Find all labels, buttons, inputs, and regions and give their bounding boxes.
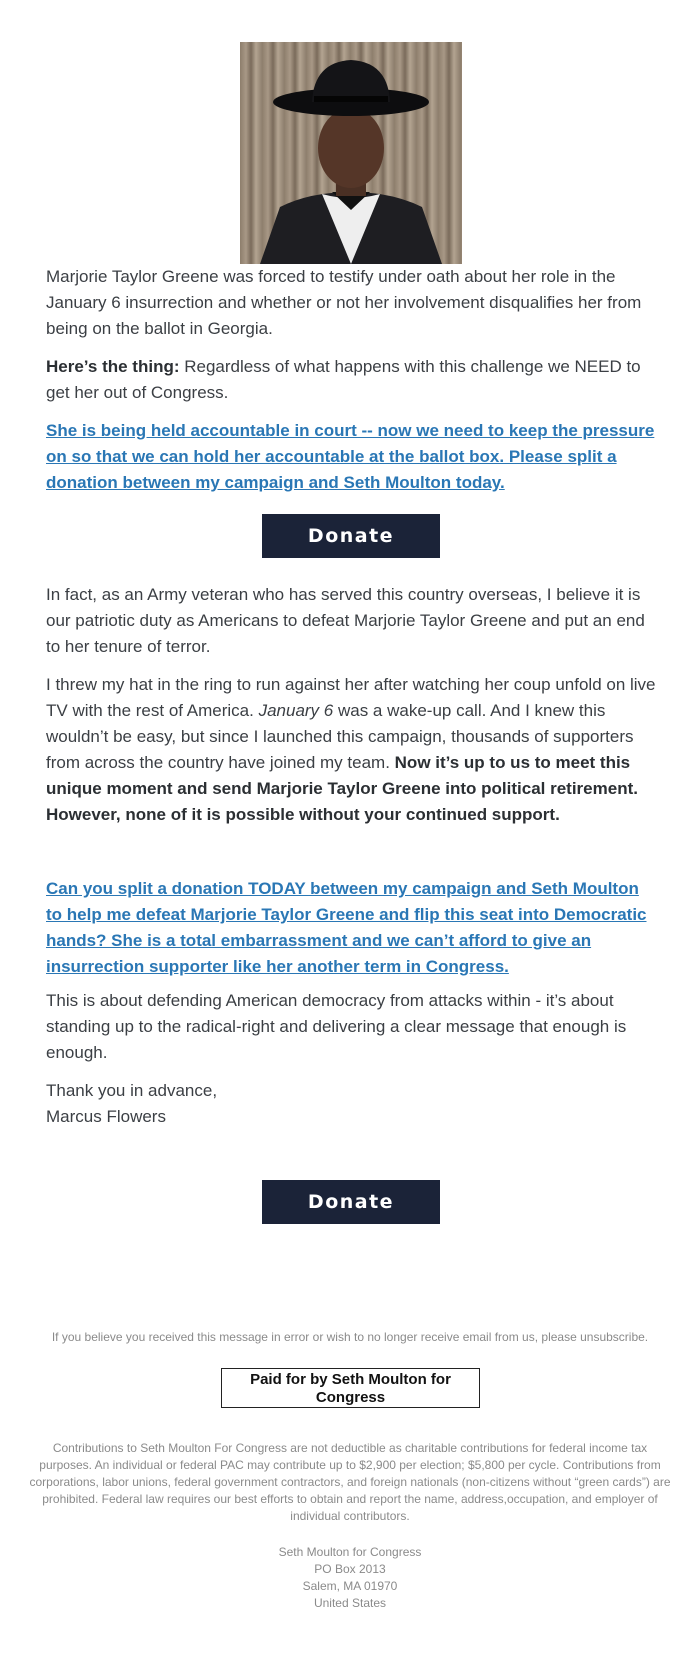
paragraph-veteran <box>46 582 656 660</box>
paragraph-story <box>46 672 656 828</box>
paid-for-disclaimer: Paid for by Seth Moulton for Congress <box>221 1368 480 1408</box>
paragraph-text: was a wake-up call. And I knew this wouldn’t be easy, but since I launched this campaign, thousands of supporters from across the country have joined my team. <box>46 701 634 772</box>
donation-link-2 <box>46 876 656 980</box>
donation-link-1 <box>46 418 656 496</box>
address-city: Salem, MA 01970 <box>302 1579 398 1593</box>
bold-text: Now it’s up to us to meet this unique moment and send Marjorie Taylor Greene into political retirement. However, none of it is possible without your continued support. <box>46 753 638 824</box>
signoff-line: Thank you in advance, <box>46 1081 218 1100</box>
donate-button[interactable]: Donate <box>262 514 440 558</box>
paragraph-democracy <box>46 988 656 1066</box>
italic-text: January 6 <box>258 701 334 720</box>
bold-lead: Here’s the thing: <box>46 357 180 376</box>
signoff <box>46 1078 656 1130</box>
donate-link[interactable]: Can you split a donation TODAY between my campaign and Seth Moulton to help me defeat Marjorie Taylor Greene and flip this seat into Democratic hands? She is a total embarrassment and we can’t afford to give an insurrection supporter like her another term in Congress. <box>46 879 647 976</box>
paragraph-text: This is about defending American democracy from attacks within - it’s about standing up to the radical-right and delivering a clear message that enough is enough. <box>46 991 627 1062</box>
address-country: United States <box>313 1596 387 1610</box>
paragraph-thing <box>46 354 656 406</box>
paragraph-text: Regardless of what happens with this challenge we NEED to get her out of Congress. <box>46 357 641 402</box>
donate-link[interactable]: She is being held accountable in court -- now we need to keep the pressure on so that we can hold her accountable at the ballot box. Please split a donation between my campaign and Seth Moulton today. <box>46 421 655 492</box>
paragraph-text: I threw my hat in the ring to run against her after watching her coup unfold on live TV with the rest of America. <box>46 675 656 720</box>
candidate-photo <box>240 42 462 264</box>
paragraph-text: Marjorie Taylor Greene was forced to testify under oath about her role in the January 6 insurrection and whether or not her involvement disqualifies her from being on the ballot in Georgia. <box>46 267 642 338</box>
address-street: PO Box 2013 <box>314 1562 386 1576</box>
address-name: Seth Moulton for Congress <box>278 1545 422 1559</box>
mailing-address <box>0 1544 700 1612</box>
paragraph-intro <box>46 264 656 342</box>
donate-button-bottom[interactable]: Donate <box>262 1180 440 1224</box>
legal-disclaimer: Contributions to Seth Moulton For Congress are not deductible as charitable contributions for federal income tax purposes. An individual or federal PAC may contribute up to $2,900 per election; $5,800 per cycle. Contributions from corporations, labor unions, federal government contractors, and foreign nationals (non-citizens without “green cards”) are prohibited. Federal law requires our best efforts to obtain and report the name, address,occupation, and employer of individual contributors. <box>29 1441 671 1523</box>
signature-name: Marcus Flowers <box>46 1107 166 1126</box>
paragraph-text: In fact, as an Army veteran who has served this country overseas, I believe it is our patriotic duty as Americans to defeat Marjorie Taylor Greene and put an end to her tenure of terror. <box>46 585 645 656</box>
unsubscribe-notice[interactable]: If you believe you received this message in error or wish to no longer receive email from us, please unsubscribe. <box>51 1330 649 1344</box>
